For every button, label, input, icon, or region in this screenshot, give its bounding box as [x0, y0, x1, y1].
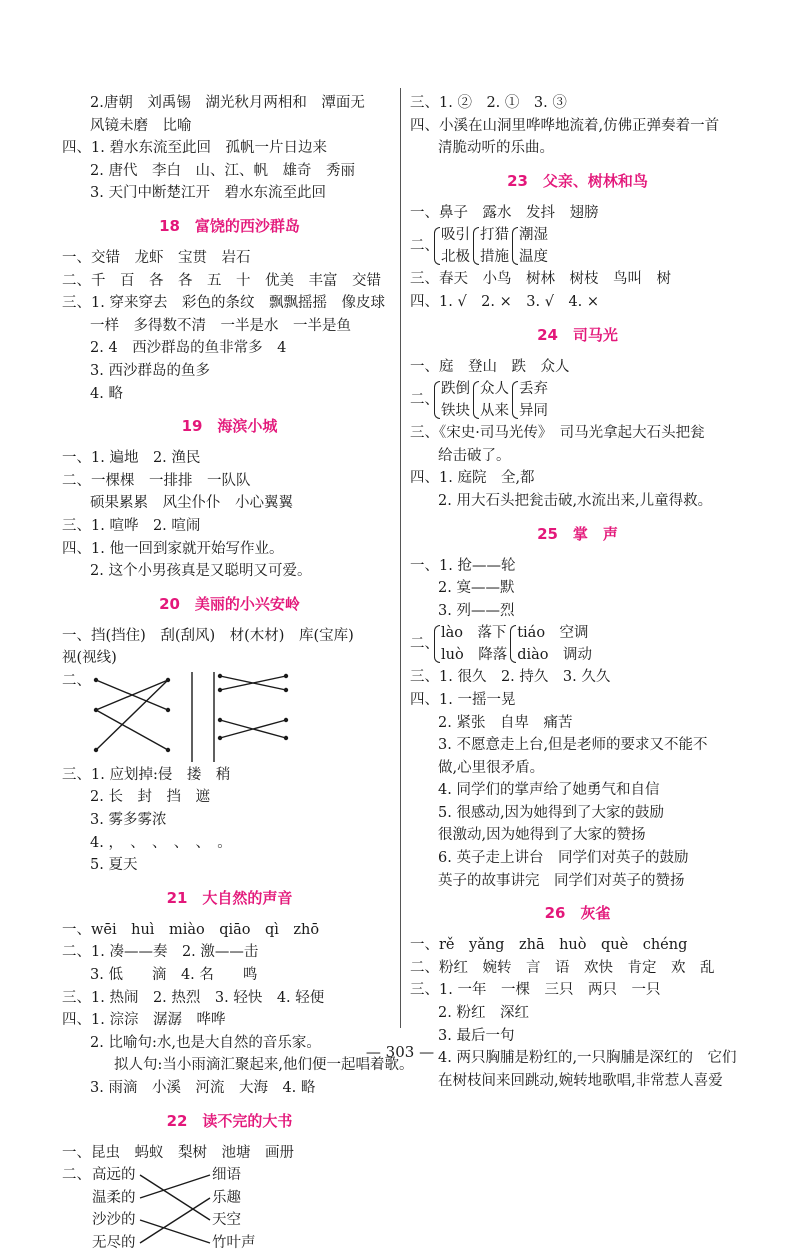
match-dot: [94, 748, 98, 752]
section-18-title: 18 富饶的西沙群岛: [159, 216, 300, 235]
answer-line: 3. 列——烈: [438, 602, 515, 619]
answer-line: 四、小溪在山洞里哗哗地流着,仿佛正弹奏着一首: [410, 117, 720, 134]
answer-line: 四、1. √ 2. × 3. √ 4. ×: [410, 293, 600, 310]
answer-line: 一、昆虫 蚂蚁 梨树 池塘 画册: [62, 1144, 294, 1161]
answer-line: 三、1. 热闹 2. 热烈 3. 轻快 4. 轻便: [62, 989, 325, 1006]
answer-line: 2. 寞——默: [438, 580, 515, 597]
answer-line: 4. ， 、 、 、 、 。: [90, 834, 232, 851]
answer-line: 一、鼻子 露水 发抖 翅膀: [410, 204, 599, 221]
answer-line: 三、《宋史·司马光传》 司马光拿起大石头把瓮: [410, 425, 705, 442]
match-dot: [166, 678, 170, 682]
answer-line: 3. 最后一句: [438, 1027, 515, 1044]
match-left-word: 沙沙的: [92, 1212, 136, 1229]
word-matching-lines: [138, 1164, 218, 1256]
bracket-word: 从来: [480, 403, 509, 420]
match-dot: [284, 688, 288, 692]
answer-line: 很激动,因为她得到了大家的赞扬: [438, 827, 646, 844]
answer-line: 四、1. 他一回到家就开始写作业。: [62, 540, 284, 557]
page-number: — 303 —: [365, 1043, 435, 1061]
answer-line: 一、rě yǎng zhā huò què chéng: [410, 937, 688, 954]
match-right-words: [212, 1164, 256, 1254]
bracket-word: 温度: [519, 249, 548, 266]
bracket-group: [441, 224, 470, 268]
match-dot: [218, 718, 222, 722]
section-19-title: 19 海滨小城: [181, 417, 278, 436]
match-left-words: [92, 1164, 136, 1254]
answer-line: 二、: [410, 238, 439, 255]
match-dot: [218, 688, 222, 692]
answer-line: 一、交错 龙虾 宝贯 岩石: [62, 249, 251, 266]
bracket-word: 丢弃: [519, 381, 548, 398]
bracket-word: 潮湿: [519, 227, 548, 244]
section-26-answers: [410, 934, 745, 1092]
answer-line: 四、1. 淙淙 潺潺 哗哗: [62, 1012, 226, 1029]
right-top-answers: [410, 92, 745, 160]
section-23-title: 23 父亲、树林和鸟: [507, 171, 648, 190]
section-25-answers-b: [410, 666, 745, 892]
match-dot: [284, 674, 288, 678]
answer-line: 一、1. 抢——轮: [410, 557, 516, 574]
answer-line: 二、: [410, 391, 439, 408]
answer-line: 2. 长 封 挡 遮: [90, 789, 210, 806]
answer-line: 4. 两只胸脯是粉红的,一只胸脯是深红的 它们: [438, 1050, 737, 1067]
answer-line: 4. 略: [90, 385, 123, 402]
match-left-word: 无尽的: [92, 1234, 136, 1251]
match-right-word: 竹叶声: [212, 1234, 256, 1251]
answer-line: 一、1. 遍地 2. 渔民: [62, 450, 201, 467]
match-line: [140, 1220, 210, 1243]
answer-line: 英子的故事讲完 同学们对英子的赞扬: [438, 872, 685, 889]
section-20-answers: [62, 764, 397, 877]
answer-line: 2. 粉红 深红: [438, 1005, 529, 1022]
answer-line: 2. 4 西沙群岛的鱼非常多 4: [90, 340, 287, 357]
answer-line: 三、1. 很久 2. 持久 3. 久久: [410, 669, 611, 686]
answer-line: 清脆动听的乐曲。: [438, 140, 554, 157]
answer-line: 三、1. 一年 一棵 三只 两只 一只: [410, 982, 661, 999]
bracket-group-row: [410, 378, 745, 422]
answer-line: 5. 夏天: [90, 857, 138, 874]
answer-line: 硕果累累 风尘仆仆 小心翼翼: [90, 495, 293, 512]
left-top-answers: [62, 92, 397, 205]
section-19-answers: [62, 447, 397, 583]
match-line: [140, 1198, 210, 1243]
answer-line: 在树枝间来回跳动,婉转地歌唱,非常惹人喜爱: [438, 1072, 723, 1089]
match-left-word: 高远的: [92, 1167, 136, 1184]
answer-line: 风镜未磨 比喻: [90, 117, 192, 134]
section-25-answers-a: [410, 555, 745, 623]
bracket-group: [441, 622, 507, 666]
section-21-title: 21 大自然的声音: [166, 888, 293, 907]
bracket-word: tiáo 空调: [517, 625, 589, 642]
section-18-answers: [62, 247, 397, 405]
bracket-group: [441, 378, 470, 422]
answer-line: 4. 同学们的掌声给了她勇气和自信: [438, 782, 660, 799]
bracket-group: [480, 378, 509, 422]
answer-line: 三、1. ② 2. ① 3. ③: [410, 95, 567, 111]
answer-line: 3. 不愿意走上台,但是老师的要求又不能不: [438, 737, 708, 754]
right-column: [410, 92, 745, 1092]
answer-line: 二、: [62, 1167, 91, 1184]
match-right-word: 天空: [212, 1212, 241, 1229]
bracket-group-row: [410, 224, 745, 268]
answer-line: 一样 多得数不清 一半是水 一半是鱼: [90, 317, 351, 334]
match-dot: [94, 678, 98, 682]
answer-line: 3. 天门中断楚江开 碧水东流至此回: [90, 185, 326, 202]
answer-line: 四、1. 庭院 全,都: [410, 470, 535, 487]
answer-line: 拟人句:当小雨滴汇聚起来,他们便一起唱着歌。: [114, 1057, 414, 1074]
answer-line: 二、粉红 婉转 言 语 欢快 肯定 欢 乱: [410, 959, 715, 976]
matching-lines-svg: [92, 670, 332, 764]
bracket-word: luò 降落: [441, 647, 508, 664]
bracket-word: lào 落下: [441, 625, 507, 642]
column-divider: [400, 88, 401, 1028]
answer-line: 三、春天 小鸟 树林 树枝 鸟叫 树: [410, 271, 671, 288]
answer-line: 5. 很感动,因为她得到了大家的鼓励: [438, 804, 665, 821]
section-24-answers: [410, 422, 745, 512]
answer-line: 一、挡(挡住) 刮(刮风) 材(木材) 库(宝库): [62, 627, 354, 644]
answer-line: 四、1. 碧水东流至此回 孤帆一片日边来: [62, 140, 327, 157]
match-line: [140, 1175, 210, 1198]
answer-line: 2. 用大石头把瓮击破,水流出来,儿童得救。: [438, 492, 713, 509]
answer-line: 做,心里很矛盾。: [438, 759, 545, 776]
matching-diagram: [62, 670, 397, 764]
answer-line: 2. 比喻句:水,也是大自然的音乐家。: [90, 1034, 321, 1051]
match-dot: [284, 736, 288, 740]
answer-line: 视(视线): [62, 650, 117, 667]
bracket-word: 北极: [441, 249, 470, 266]
bracket-word: 吸引: [441, 227, 470, 244]
answer-line: 三、1. 应划掉:侵 搂 稍: [62, 766, 231, 783]
answer-line: 二、: [62, 672, 91, 689]
match-line: [96, 710, 168, 750]
section-22-title: 22 读不完的大书: [166, 1111, 293, 1130]
answer-line: 2.唐朝 刘禹锡 湖光秋月两相和 潭面无: [90, 95, 365, 111]
bracket-word: diào 调动: [517, 647, 593, 664]
section-25-title: 25 掌 声: [537, 524, 618, 543]
section-20-title: 20 美丽的小兴安岭: [159, 594, 300, 613]
answer-line: 2. 这个小男孩真是又聪明又可爱。: [90, 563, 312, 580]
match-dot: [166, 748, 170, 752]
bracket-word: 打猎: [480, 227, 509, 244]
answer-line: 四、1. 一摇一晃: [410, 691, 516, 708]
match-right-word: 细语: [212, 1167, 241, 1184]
answer-line: 2. 唐代 李白 山、江、帆 雄奇 秀丽: [90, 162, 355, 179]
answer-line: 二、千 百 各 各 五 十 优美 丰富 交错: [62, 272, 381, 289]
answer-line: 3. 低 滴 4. 名 鸣: [90, 967, 258, 984]
match-dot: [218, 674, 222, 678]
answer-line: 3. 雾多雾浓: [90, 812, 167, 829]
match-left-word: 温柔的: [92, 1189, 136, 1206]
match-dot: [94, 708, 98, 712]
bracket-group: [519, 378, 548, 422]
answer-line: 3. 西沙群岛的鱼多: [90, 362, 210, 379]
match-dot: [218, 736, 222, 740]
section-24-title: 24 司马光: [537, 325, 618, 344]
answer-line: 给击破了。: [438, 447, 511, 464]
answer-line: 三、1. 穿来穿去 彩色的条纹 飘飘摇摇 像皮球: [62, 295, 385, 312]
answer-line: 三、1. 喧哗 2. 喧闹: [62, 517, 201, 534]
answer-line: 二、一棵棵 一排排 一队队: [62, 472, 251, 489]
bracket-word: 众人: [480, 381, 509, 398]
answer-line: 一、wēi huì miào qiāo qì zhō: [62, 921, 320, 938]
answer-line: 一、庭 登山 跌 众人: [410, 358, 570, 375]
bracket-group: [519, 224, 548, 268]
bracket-word: 措施: [480, 249, 509, 266]
match-line: [140, 1175, 210, 1220]
match-dot: [284, 718, 288, 722]
bracket-group: [517, 622, 592, 666]
answer-line: 2. 紧张 自卑 痛苦: [438, 714, 573, 731]
bracket-group: [480, 224, 509, 268]
answer-line: 二、: [410, 636, 439, 653]
match-dot: [166, 708, 170, 712]
bracket-group-row: [410, 622, 745, 666]
answer-line: 6. 英子走上讲台 同学们对英子的鼓励: [438, 850, 689, 867]
section-26-title: 26 灰雀: [544, 904, 611, 923]
bracket-word: 铁块: [441, 403, 470, 420]
word-matching: [62, 1164, 397, 1256]
answer-line: 二、1. 凑——奏 2. 激——击: [62, 944, 259, 961]
bracket-word: 跌倒: [441, 381, 470, 398]
bracket-word: 异同: [519, 403, 548, 420]
answer-line: 3. 雨滴 小溪 河流 大海 4. 略: [90, 1080, 316, 1096]
match-line: [96, 680, 168, 750]
match-right-word: 乐趣: [212, 1189, 241, 1206]
